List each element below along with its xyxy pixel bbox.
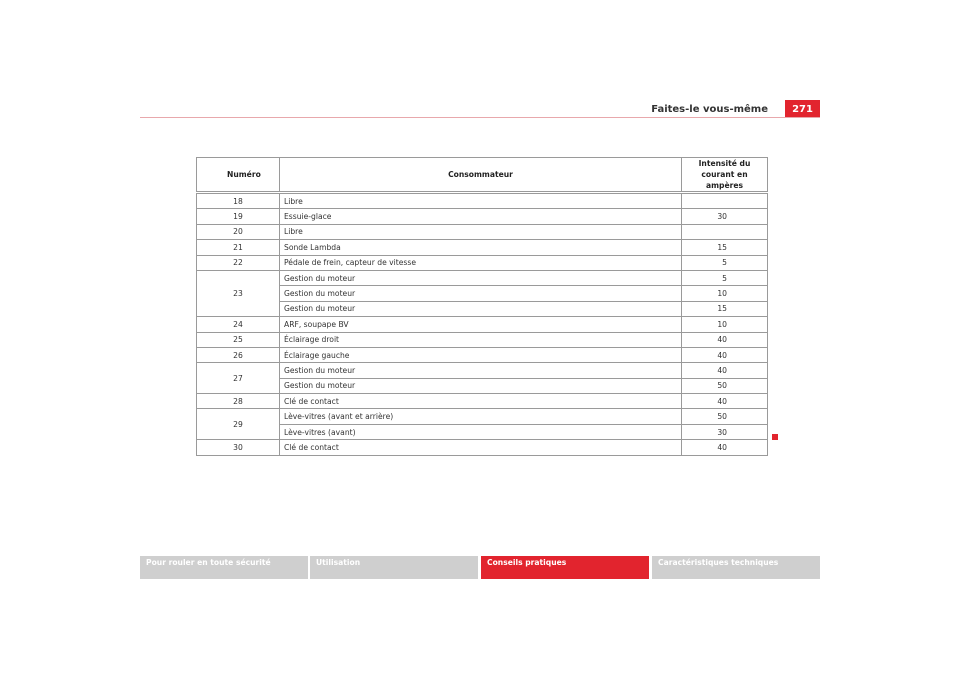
amperage-cell: 15 <box>682 301 768 316</box>
fuse-number-cell: 18 <box>197 193 280 209</box>
consumer-cell: Gestion du moteur <box>280 301 682 316</box>
consumer-cell: ARF, soupape BV <box>280 317 682 332</box>
table-row <box>197 240 768 255</box>
table-row <box>197 286 768 301</box>
table-row <box>197 301 768 316</box>
consumer-cell: Clé de contact <box>280 440 682 455</box>
fuse-table-body <box>197 193 768 456</box>
footer-tab-3[interactable]: Caractéristiques techniques <box>652 556 820 579</box>
consumer-cell: Essuie-glace <box>280 209 682 224</box>
amperage-cell: 40 <box>682 363 768 378</box>
fuse-number-cell: 29 <box>197 409 280 440</box>
footer-tab-2[interactable]: Conseils pratiques <box>481 556 649 579</box>
footer-tab-0[interactable]: Pour rouler en toute sécurité <box>140 556 308 579</box>
consumer-cell: Libre <box>280 193 682 209</box>
table-header-row <box>197 158 768 193</box>
amperage-cell: 10 <box>682 286 768 301</box>
fuse-number-cell: 28 <box>197 394 280 409</box>
amperage-cell: 40 <box>682 440 768 455</box>
amperage-cell: 5 <box>682 255 768 270</box>
table-row <box>197 255 768 270</box>
table-row <box>197 424 768 439</box>
table-row <box>197 378 768 393</box>
fuse-table <box>196 157 768 456</box>
fuse-number-cell: 22 <box>197 255 280 270</box>
fuse-number-cell: 20 <box>197 224 280 239</box>
section-end-marker <box>772 434 778 440</box>
column-header-number: Numéro <box>197 158 280 193</box>
table-row <box>197 394 768 409</box>
page-number-badge: 271 <box>785 100 820 118</box>
amperage-cell: 30 <box>682 209 768 224</box>
amperage-cell: 30 <box>682 424 768 439</box>
table-row <box>197 317 768 332</box>
page-header-title: Faites-le vous-même <box>651 104 768 115</box>
consumer-cell: Libre <box>280 224 682 239</box>
consumer-cell: Lève-vitres (avant) <box>280 424 682 439</box>
amperage-cell: 5 <box>682 270 768 285</box>
table-row <box>197 224 768 239</box>
table-row <box>197 363 768 378</box>
table-row <box>197 347 768 362</box>
consumer-cell: Éclairage droit <box>280 332 682 347</box>
consumer-cell: Sonde Lambda <box>280 240 682 255</box>
amperage-cell: 50 <box>682 378 768 393</box>
amperage-cell <box>682 224 768 239</box>
column-header-consumer: Consommateur <box>280 158 682 193</box>
consumer-cell: Gestion du moteur <box>280 270 682 285</box>
amperage-cell: 15 <box>682 240 768 255</box>
amperage-cell: 10 <box>682 317 768 332</box>
table-row <box>197 409 768 424</box>
amperage-cell: 40 <box>682 347 768 362</box>
fuse-number-cell: 26 <box>197 347 280 362</box>
consumer-cell: Gestion du moteur <box>280 286 682 301</box>
fuse-number-cell: 21 <box>197 240 280 255</box>
fuse-number-cell: 30 <box>197 440 280 455</box>
amperage-cell: 40 <box>682 332 768 347</box>
consumer-cell: Éclairage gauche <box>280 347 682 362</box>
consumer-cell: Lève-vitres (avant et arrière) <box>280 409 682 424</box>
amperage-cell: 50 <box>682 409 768 424</box>
table-row <box>197 193 768 209</box>
column-header-amperage: Intensité du courant en ampères <box>682 158 768 193</box>
consumer-cell: Clé de contact <box>280 394 682 409</box>
header-divider <box>140 117 820 118</box>
amperage-cell <box>682 193 768 209</box>
table-row <box>197 440 768 455</box>
consumer-cell: Gestion du moteur <box>280 363 682 378</box>
fuse-number-cell: 19 <box>197 209 280 224</box>
table-row <box>197 270 768 285</box>
consumer-cell: Pédale de frein, capteur de vitesse <box>280 255 682 270</box>
fuse-number-cell: 25 <box>197 332 280 347</box>
amperage-cell: 40 <box>682 394 768 409</box>
fuse-number-cell: 24 <box>197 317 280 332</box>
consumer-cell: Gestion du moteur <box>280 378 682 393</box>
table-row <box>197 209 768 224</box>
fuse-number-cell: 23 <box>197 270 280 316</box>
footer-tab-1[interactable]: Utilisation <box>310 556 478 579</box>
fuse-number-cell: 27 <box>197 363 280 394</box>
table-row <box>197 332 768 347</box>
